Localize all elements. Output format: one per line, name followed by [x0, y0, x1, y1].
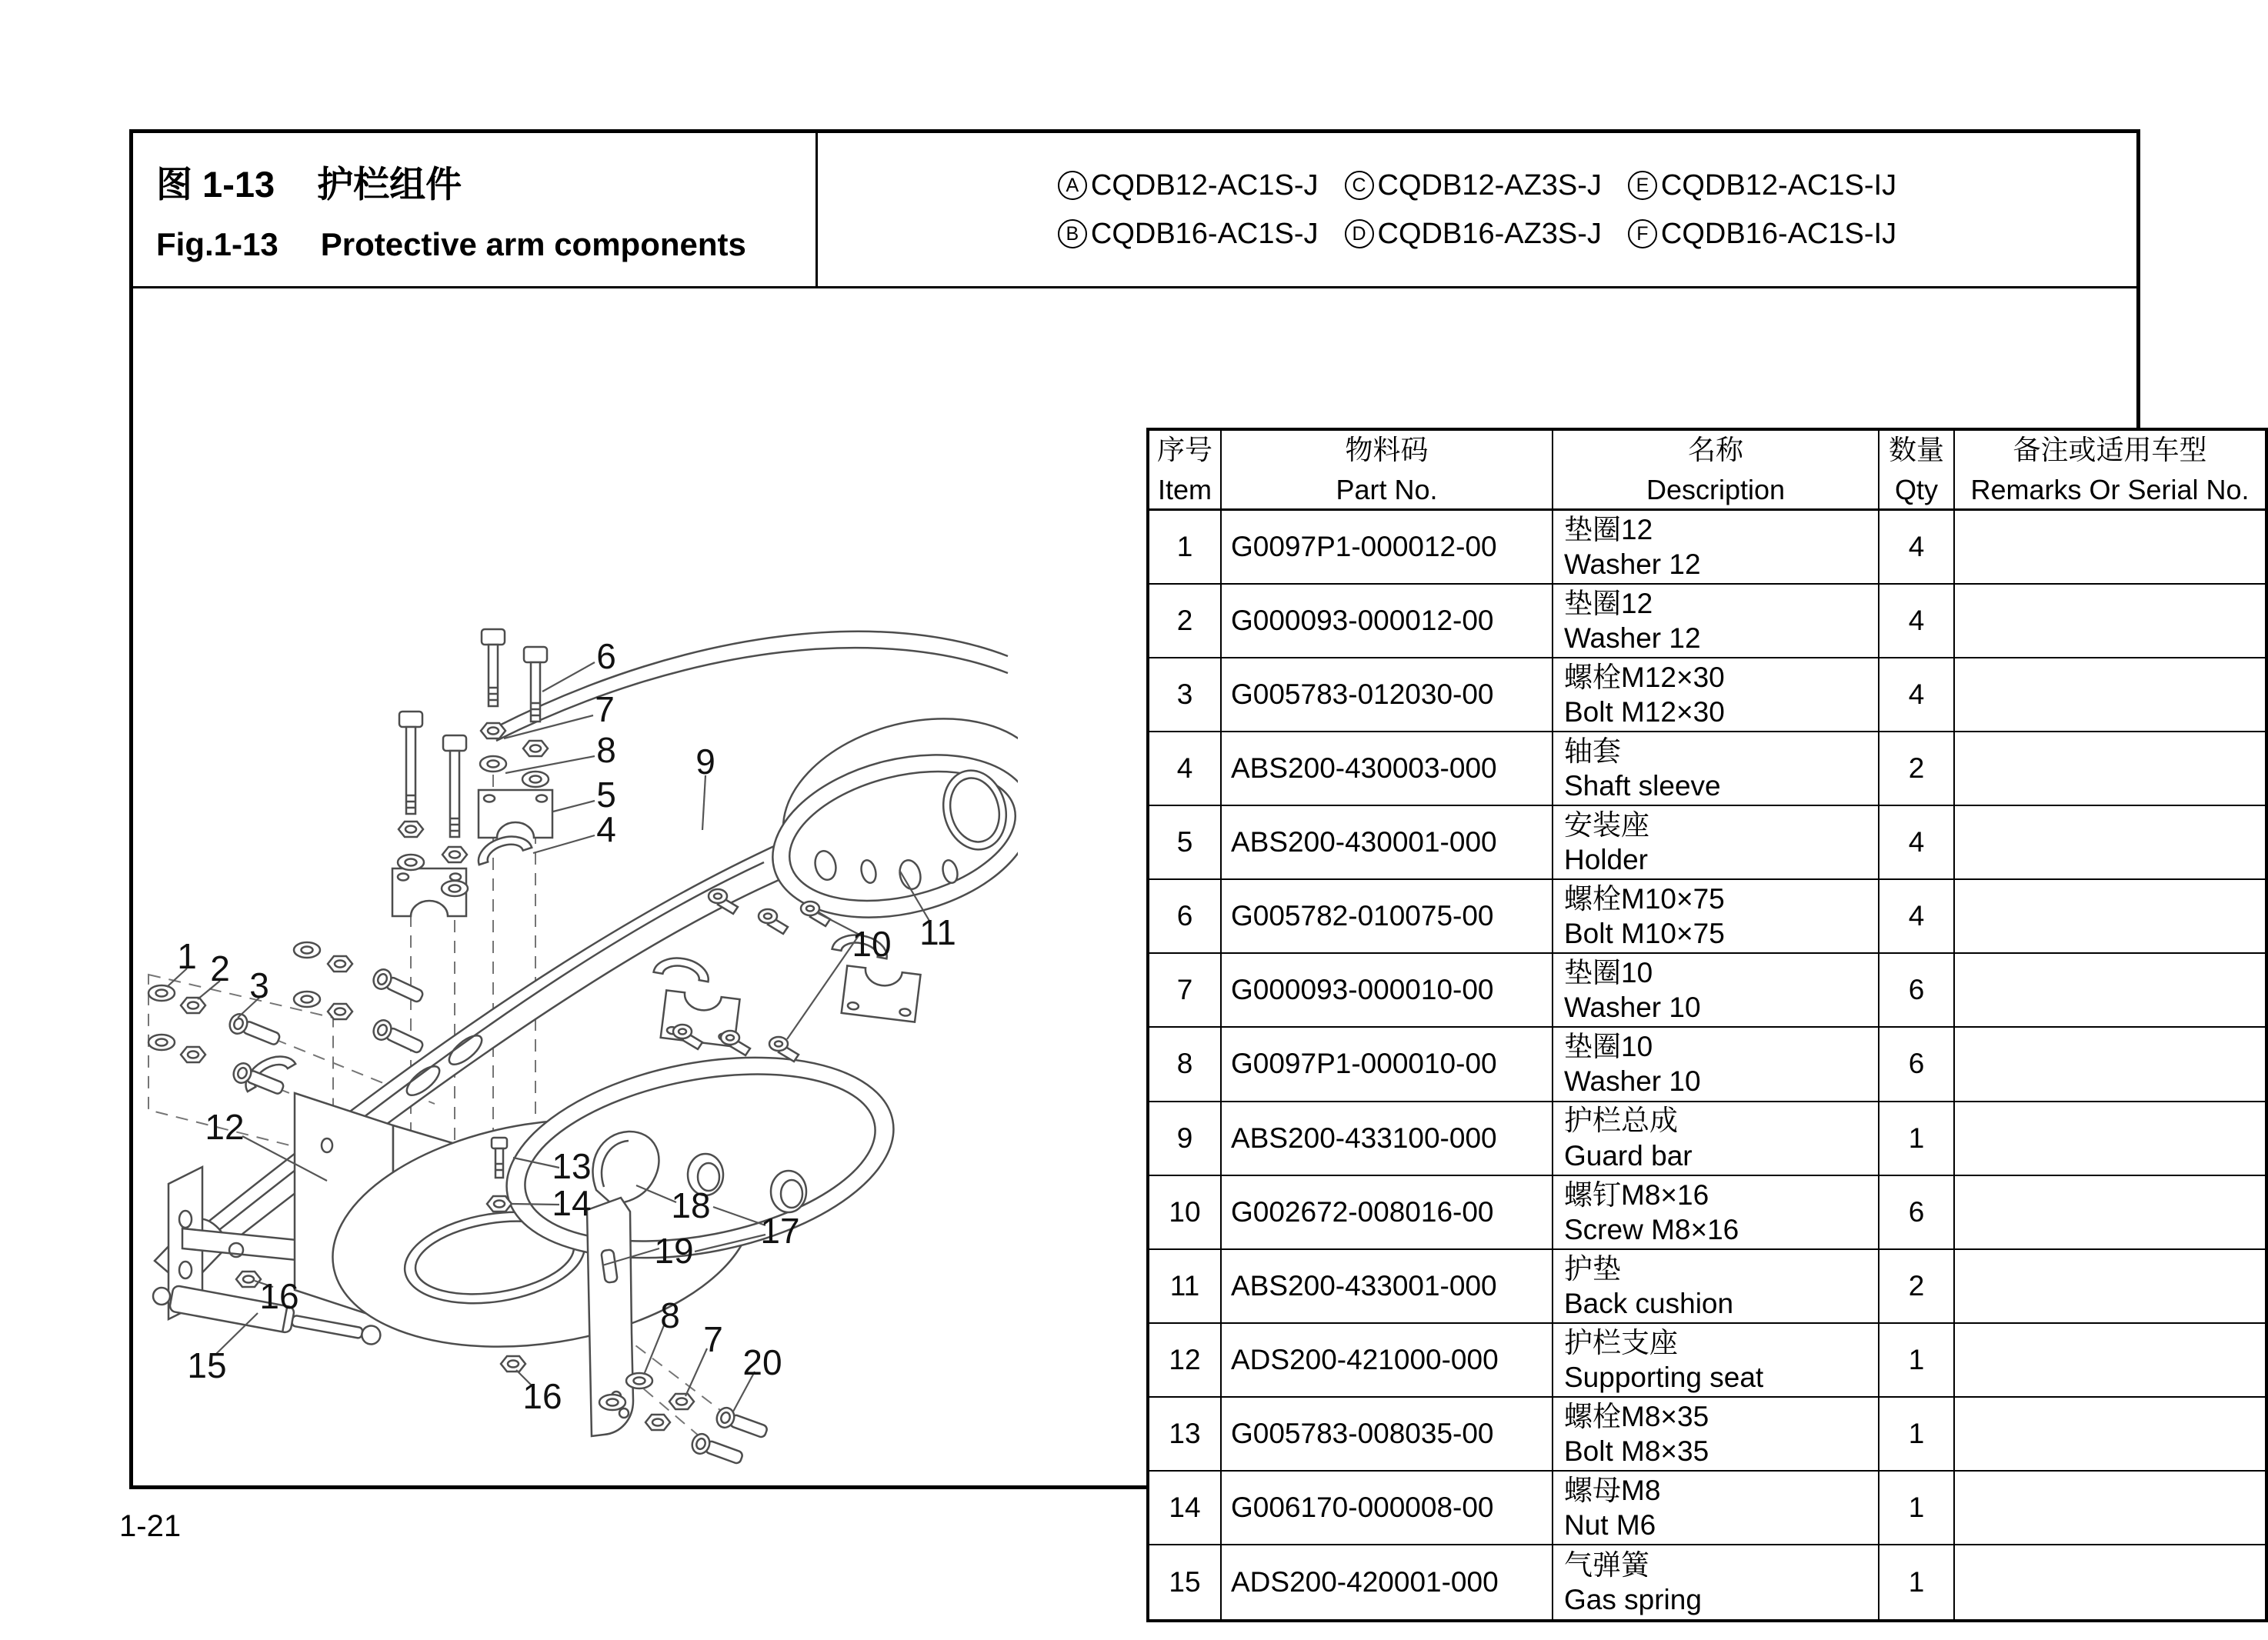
cell-remarks-row-12 — [1955, 1324, 2265, 1398]
col-header-qty-zh: 数量 — [1888, 434, 1944, 466]
desc-zh: 垫圈10 — [1564, 1031, 1653, 1063]
cell-item-row-7: 7 — [1149, 954, 1222, 1028]
cell-qty-row-5: 4 — [1879, 806, 1955, 880]
model-code: D CQDB16-AZ3S-J — [1345, 218, 1602, 251]
cell-item-row-11: 11 — [1149, 1250, 1222, 1324]
cell-desc-row-9 — [1553, 1102, 1879, 1176]
desc-zh: 护栏总成 — [1564, 1105, 1678, 1137]
desc-en: Gas spring — [1564, 1583, 1702, 1615]
cell-qty-row-9: 1 — [1879, 1102, 1955, 1176]
desc-zh: 护栏支座 — [1564, 1326, 1678, 1358]
desc-en: Back cushion — [1564, 1287, 1734, 1319]
col-header-desc-en: Description — [1646, 473, 1786, 505]
cell-part-row-4: ABS200-430003-000 — [1222, 732, 1553, 806]
cell-item-row-10: 10 — [1149, 1176, 1222, 1250]
model-badge: B — [1058, 219, 1087, 248]
cell-qty-row-11: 2 — [1879, 1250, 1955, 1324]
cell-part-row-11: ABS200-433001-000 — [1222, 1250, 1553, 1324]
cell-desc-row-5 — [1553, 806, 1879, 880]
desc-en: Bolt M8×35 — [1564, 1435, 1709, 1467]
cell-qty-row-14: 1 — [1879, 1472, 1955, 1545]
col-header-remarks-en: Remarks Or Serial No. — [1970, 473, 2250, 505]
cell-desc-row-6 — [1553, 880, 1879, 954]
cell-item-row-5: 5 — [1149, 806, 1222, 880]
cell-qty-row-15: 1 — [1879, 1545, 1955, 1619]
cell-remarks-row-9 — [1955, 1102, 2265, 1176]
callout-4: 4 — [596, 809, 616, 849]
cell-remarks-row-15 — [1955, 1545, 2265, 1619]
cell-qty-row-13: 1 — [1879, 1398, 1955, 1472]
cell-desc-row-7 — [1553, 954, 1879, 1028]
cell-qty-row-2: 4 — [1879, 585, 1955, 658]
callout-15: 15 — [187, 1345, 227, 1385]
cell-part-row-14: G006170-000008-00 — [1222, 1472, 1553, 1545]
page-frame — [129, 129, 2250, 1615]
cell-remarks-row-2 — [1955, 585, 2265, 658]
cell-item-row-13: 13 — [1149, 1398, 1222, 1472]
cell-item-row-9: 9 — [1149, 1102, 1222, 1176]
callout-7: 7 — [595, 689, 615, 729]
figure-number-en: Fig.1-13 — [156, 226, 278, 262]
cell-desc-row-13 — [1553, 1398, 1879, 1472]
callout-10: 10 — [852, 924, 892, 964]
callout-5: 5 — [596, 775, 616, 815]
cell-part-row-7: G000093-000010-00 — [1222, 954, 1553, 1028]
desc-zh: 气弹簧 — [1564, 1548, 1649, 1581]
col-header-desc — [1553, 431, 1879, 511]
callout-19: 19 — [654, 1231, 694, 1271]
figure-name-en: Protective arm components — [320, 226, 746, 262]
model-code: F CQDB16-AC1S-IJ — [1628, 218, 1896, 251]
desc-en: Bolt M12×30 — [1564, 696, 1725, 728]
page-number: 1-21 — [119, 1509, 182, 1543]
callout-3: 3 — [249, 965, 269, 1005]
desc-zh: 垫圈12 — [1564, 587, 1653, 619]
callout-18: 18 — [671, 1185, 711, 1225]
col-header-item-en: Item — [1157, 473, 1212, 505]
cell-part-row-1: G0097P1-000012-00 — [1222, 511, 1553, 585]
cell-item-row-1: 1 — [1149, 511, 1222, 585]
model-code: B CQDB16-AC1S-J — [1058, 218, 1319, 251]
cell-qty-row-4: 2 — [1879, 732, 1955, 806]
desc-zh: 螺钉M8×16 — [1564, 1178, 1709, 1211]
cell-desc-row-8 — [1553, 1028, 1879, 1102]
callout-11: 11 — [919, 912, 956, 952]
callout-12: 12 — [205, 1107, 245, 1147]
callout-2: 2 — [210, 948, 230, 988]
cell-item-row-4: 4 — [1149, 732, 1222, 806]
cell-desc-row-11 — [1553, 1250, 1879, 1324]
cell-qty-row-6: 4 — [1879, 880, 1955, 954]
cell-remarks-row-1 — [1955, 511, 2265, 585]
parts-table — [1146, 428, 2268, 1622]
col-header-remarks-zh: 备注或适用车型 — [2013, 434, 2207, 466]
cell-desc-row-3 — [1553, 658, 1879, 732]
model-badge: E — [1628, 171, 1657, 200]
model-code: C CQDB12-AZ3S-J — [1345, 169, 1602, 202]
desc-en: Bolt M10×75 — [1564, 918, 1725, 950]
desc-en: Screw M8×16 — [1564, 1213, 1739, 1245]
model-badge: F — [1628, 219, 1657, 248]
desc-en: Washer 12 — [1564, 622, 1701, 655]
callout-16: 16 — [259, 1276, 299, 1316]
callout-14: 14 — [552, 1183, 592, 1223]
desc-en: Supporting seat — [1564, 1361, 1764, 1393]
col-header-remarks — [1955, 431, 2265, 511]
cell-qty-row-1: 4 — [1879, 511, 1955, 585]
cell-part-row-5: ABS200-430001-000 — [1222, 806, 1553, 880]
cell-qty-row-7: 6 — [1879, 954, 1955, 1028]
cell-item-row-3: 3 — [1149, 658, 1222, 732]
cell-desc-row-1 — [1553, 511, 1879, 585]
cell-part-row-15: ADS200-420001-000 — [1222, 1545, 1553, 1619]
desc-en: Nut M6 — [1564, 1508, 1656, 1541]
cell-item-row-12: 12 — [1149, 1324, 1222, 1398]
desc-zh: 螺栓M12×30 — [1564, 662, 1725, 694]
desc-zh: 护垫 — [1564, 1252, 1621, 1285]
desc-zh: 螺栓M8×35 — [1564, 1400, 1709, 1432]
cell-qty-row-10: 6 — [1879, 1176, 1955, 1250]
callout-9: 9 — [695, 742, 715, 782]
cell-remarks-row-13 — [1955, 1398, 2265, 1472]
figure-number-zh: 图 1-13 — [156, 164, 275, 205]
callout-7: 7 — [703, 1319, 723, 1359]
desc-en: Guard bar — [1564, 1139, 1693, 1172]
model-badge: D — [1345, 219, 1374, 248]
desc-en: Holder — [1564, 844, 1648, 876]
cell-part-row-8: G0097P1-000010-00 — [1222, 1028, 1553, 1102]
cell-part-row-12: ADS200-421000-000 — [1222, 1324, 1553, 1398]
model-codes-cell — [818, 133, 2136, 286]
cell-remarks-row-7 — [1955, 954, 2265, 1028]
cell-item-row-8: 8 — [1149, 1028, 1222, 1102]
desc-zh: 垫圈12 — [1564, 513, 1653, 545]
cell-part-row-13: G005783-008035-00 — [1222, 1398, 1553, 1472]
exploded-diagram — [133, 419, 1018, 1622]
cell-part-row-2: G000093-000012-00 — [1222, 585, 1553, 658]
desc-en: Washer 10 — [1564, 1065, 1701, 1098]
cell-remarks-row-6 — [1955, 880, 2265, 954]
figure-header — [133, 133, 2136, 288]
callout-6: 6 — [596, 636, 616, 676]
cell-desc-row-12 — [1553, 1324, 1879, 1398]
model-code: E CQDB12-AC1S-IJ — [1628, 169, 1896, 202]
callout-1: 1 — [177, 936, 197, 976]
desc-zh: 安装座 — [1564, 809, 1649, 842]
cell-item-row-2: 2 — [1149, 585, 1222, 658]
desc-en: Shaft sleeve — [1564, 770, 1721, 802]
desc-en: Washer 12 — [1564, 548, 1701, 581]
cell-qty-row-8: 6 — [1879, 1028, 1955, 1102]
figure-title-zh — [156, 156, 815, 208]
cell-remarks-row-5 — [1955, 806, 2265, 880]
desc-zh: 螺母M8 — [1564, 1474, 1661, 1506]
col-header-qty-en: Qty — [1894, 473, 1938, 505]
model-line-1 — [1058, 169, 1896, 202]
cell-part-row-9: ABS200-433100-000 — [1222, 1102, 1553, 1176]
bolt-m10x75-group — [398, 629, 549, 896]
cell-item-row-15: 15 — [1149, 1545, 1222, 1619]
callout-8: 8 — [660, 1295, 680, 1335]
cell-desc-row-10 — [1553, 1176, 1879, 1250]
cell-part-row-6: G005782-010075-00 — [1222, 880, 1553, 954]
cell-part-row-10: G002672-008016-00 — [1222, 1176, 1553, 1250]
figure-title-cell — [133, 133, 818, 286]
cell-remarks-row-8 — [1955, 1028, 2265, 1102]
cell-remarks-row-3 — [1955, 658, 2265, 732]
model-badge: C — [1345, 171, 1374, 200]
col-header-part — [1222, 431, 1553, 511]
cell-item-row-14: 14 — [1149, 1472, 1222, 1545]
cell-desc-row-2 — [1553, 585, 1879, 658]
col-header-desc-zh: 名称 — [1687, 434, 1743, 466]
cell-remarks-row-10 — [1955, 1176, 2265, 1250]
col-header-item — [1149, 431, 1222, 511]
desc-zh: 垫圈10 — [1564, 957, 1653, 989]
cell-desc-row-15 — [1553, 1545, 1879, 1619]
cell-part-row-3: G005783-012030-00 — [1222, 658, 1553, 732]
callout-16: 16 — [522, 1376, 562, 1416]
callout-13: 13 — [552, 1146, 592, 1186]
col-header-part-en: Part No. — [1336, 473, 1438, 505]
col-header-qty — [1879, 431, 1955, 511]
cell-item-row-6: 6 — [1149, 880, 1222, 954]
callout-17: 17 — [760, 1211, 800, 1251]
cell-remarks-row-4 — [1955, 732, 2265, 806]
model-code: A CQDB12-AC1S-J — [1058, 169, 1319, 202]
cell-remarks-row-11 — [1955, 1250, 2265, 1324]
figure-title-en — [156, 226, 815, 263]
col-header-item-zh: 序号 — [1156, 434, 1212, 466]
col-header-part-zh: 物料码 — [1345, 434, 1429, 466]
callout-8: 8 — [596, 730, 616, 770]
model-badge: A — [1058, 171, 1087, 200]
cell-qty-row-3: 4 — [1879, 658, 1955, 732]
cell-remarks-row-14 — [1955, 1472, 2265, 1545]
desc-en: Washer 10 — [1564, 992, 1701, 1024]
model-line-2 — [1058, 218, 1896, 251]
desc-zh: 螺栓M10×75 — [1564, 883, 1725, 915]
figure-name-zh: 护栏组件 — [317, 164, 462, 205]
cell-qty-row-12: 1 — [1879, 1324, 1955, 1398]
cell-desc-row-14 — [1553, 1472, 1879, 1545]
cell-desc-row-4 — [1553, 732, 1879, 806]
callout-20: 20 — [742, 1342, 782, 1382]
desc-zh: 轴套 — [1564, 735, 1621, 768]
